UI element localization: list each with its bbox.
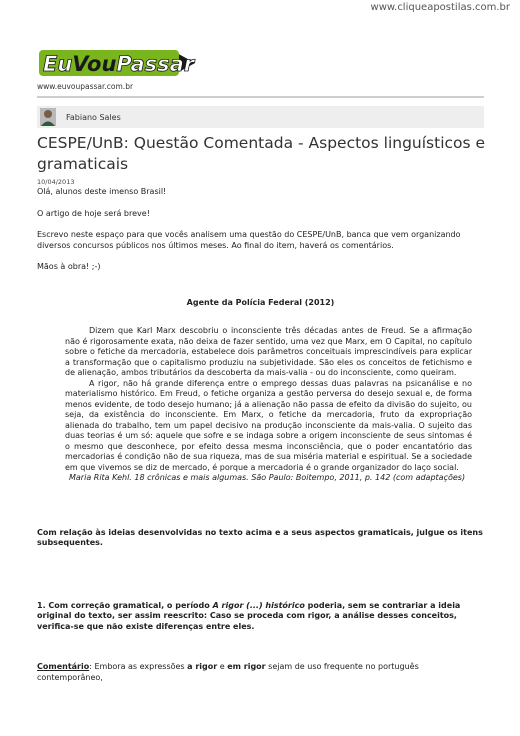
intro-greeting: Olá, alunos deste imenso Brasil! (37, 187, 167, 196)
comment-part-1: : Embora as expressões (89, 662, 188, 671)
intro-line-2: O artigo de hoje será breve! (37, 208, 150, 218)
author-bar (37, 106, 484, 128)
question-1-emph: A rigor (...) histórico (212, 600, 305, 610)
comment-part-3: sejam de uso frequente no português contemporâneo, (37, 662, 419, 682)
comment (37, 662, 484, 683)
comment-term-1: a rigor (187, 662, 218, 671)
logo-url[interactable]: www.euvoupassar.com.br (37, 82, 134, 91)
logo-text-passar: Passar (116, 52, 195, 76)
quoted-text (37, 326, 484, 484)
article-date: 10/04/2013 (37, 178, 75, 186)
comment-label: Comentário (37, 662, 90, 671)
article-title: CESPE/UnB: Questão Comentada - Aspectos linguísticos e gramaticais (37, 134, 486, 173)
comment-part-2: e (217, 662, 228, 671)
quote-paragraph-1: Dizem que Karl Marx descobriu o inconsciente três décadas antes de Freud. Se a afirmação não é rigorosamente exata, não deixa de fazer sentido, uma vez que Marx, em O Capital, no capítulo sobre o fetiche da mercadoria, estabelece dois parâmetros conceituais imprescindíveis para explicar a transformação que o capitalismo produziu na subjetividade. São eles os conceitos de fetichismo e de alienação, ambos tributários da descoberta da mais-valia - ou do inconsciente, como queiram. (65, 326, 472, 377)
logo-text-eu: Eu (43, 52, 73, 76)
site-url[interactable]: www.cliqueapostilas.com.br (370, 2, 510, 13)
svg-text:EuVouPassar (43, 52, 196, 76)
quote-citation: Maria Rita Kehl. 18 crônicas e mais algumas. São Paulo: Boitempo, 2011, p. 142 (com adaptações) (69, 473, 466, 482)
euvoupassar-logo[interactable] (37, 44, 197, 82)
header-divider (37, 96, 484, 98)
article-content (37, 187, 484, 683)
intro-closing: Mãos à obra! ;-) (37, 262, 101, 271)
question-1-after: poderia, sem se contrariar a ideia original do texto, ser assim reescrito: Caso se proceda com rigor, a análise desses conceitos, verifica-se que não existe diferenças entre eles. (37, 600, 461, 631)
logo-text-vou: Vou (72, 52, 117, 76)
author-avatar (40, 108, 56, 126)
question-intro: Com relação às ideias desenvolvidas no texto acima e a seus aspectos gramaticais, julgue os itens subsequentes. (37, 527, 483, 547)
comment-term-2: em rigor (227, 662, 266, 671)
question-1-before: 1. Com correção gramatical, o período (37, 600, 213, 610)
person-icon (40, 108, 56, 126)
intro-paragraph: Escrevo neste espaço para que vocês analisem uma questão do CESPE/UnB, banca que vem organizando diversos concursos públicos nos últimos meses. Ao final do item, haverá os comentários. (37, 230, 461, 250)
exam-title: Agente da Polícia Federal (2012) (186, 297, 335, 307)
quote-paragraph-2: A rigor, não há grande diferença entre o emprego dessas duas palavras na psicanálise e no materialismo histórico. Em Freud, o fetiche organiza a gestão perversa do desejo sexual e, de forma menos evidente, de todo desejo humano; já a alienação não passa de efeito da divisão do sujeito, ou seja, da existência do inconsciente. Em Marx, o fetiche da mercadoria, fruto da expropriação alienada do trabalho, tem um papel decisivo na produção inconsciente da mais-valia. O sujeito das duas teorias é um só: aquele que sofre e se indaga sobre a origem inconsciente de seus sintomas é o mesmo que desconhece, por efeito dessa mesma inconsciência, que o poder encantatório das mercadorias é condição não de sua riqueza, mas de sua miséria material e espiritual. Se a sociedade em que vivemos se diz de mercado, é porque a mercadoria é o grande organizador do laço social. (65, 378, 472, 472)
author-name[interactable]: Fabiano Sales (66, 112, 121, 122)
question-1 (37, 601, 484, 633)
